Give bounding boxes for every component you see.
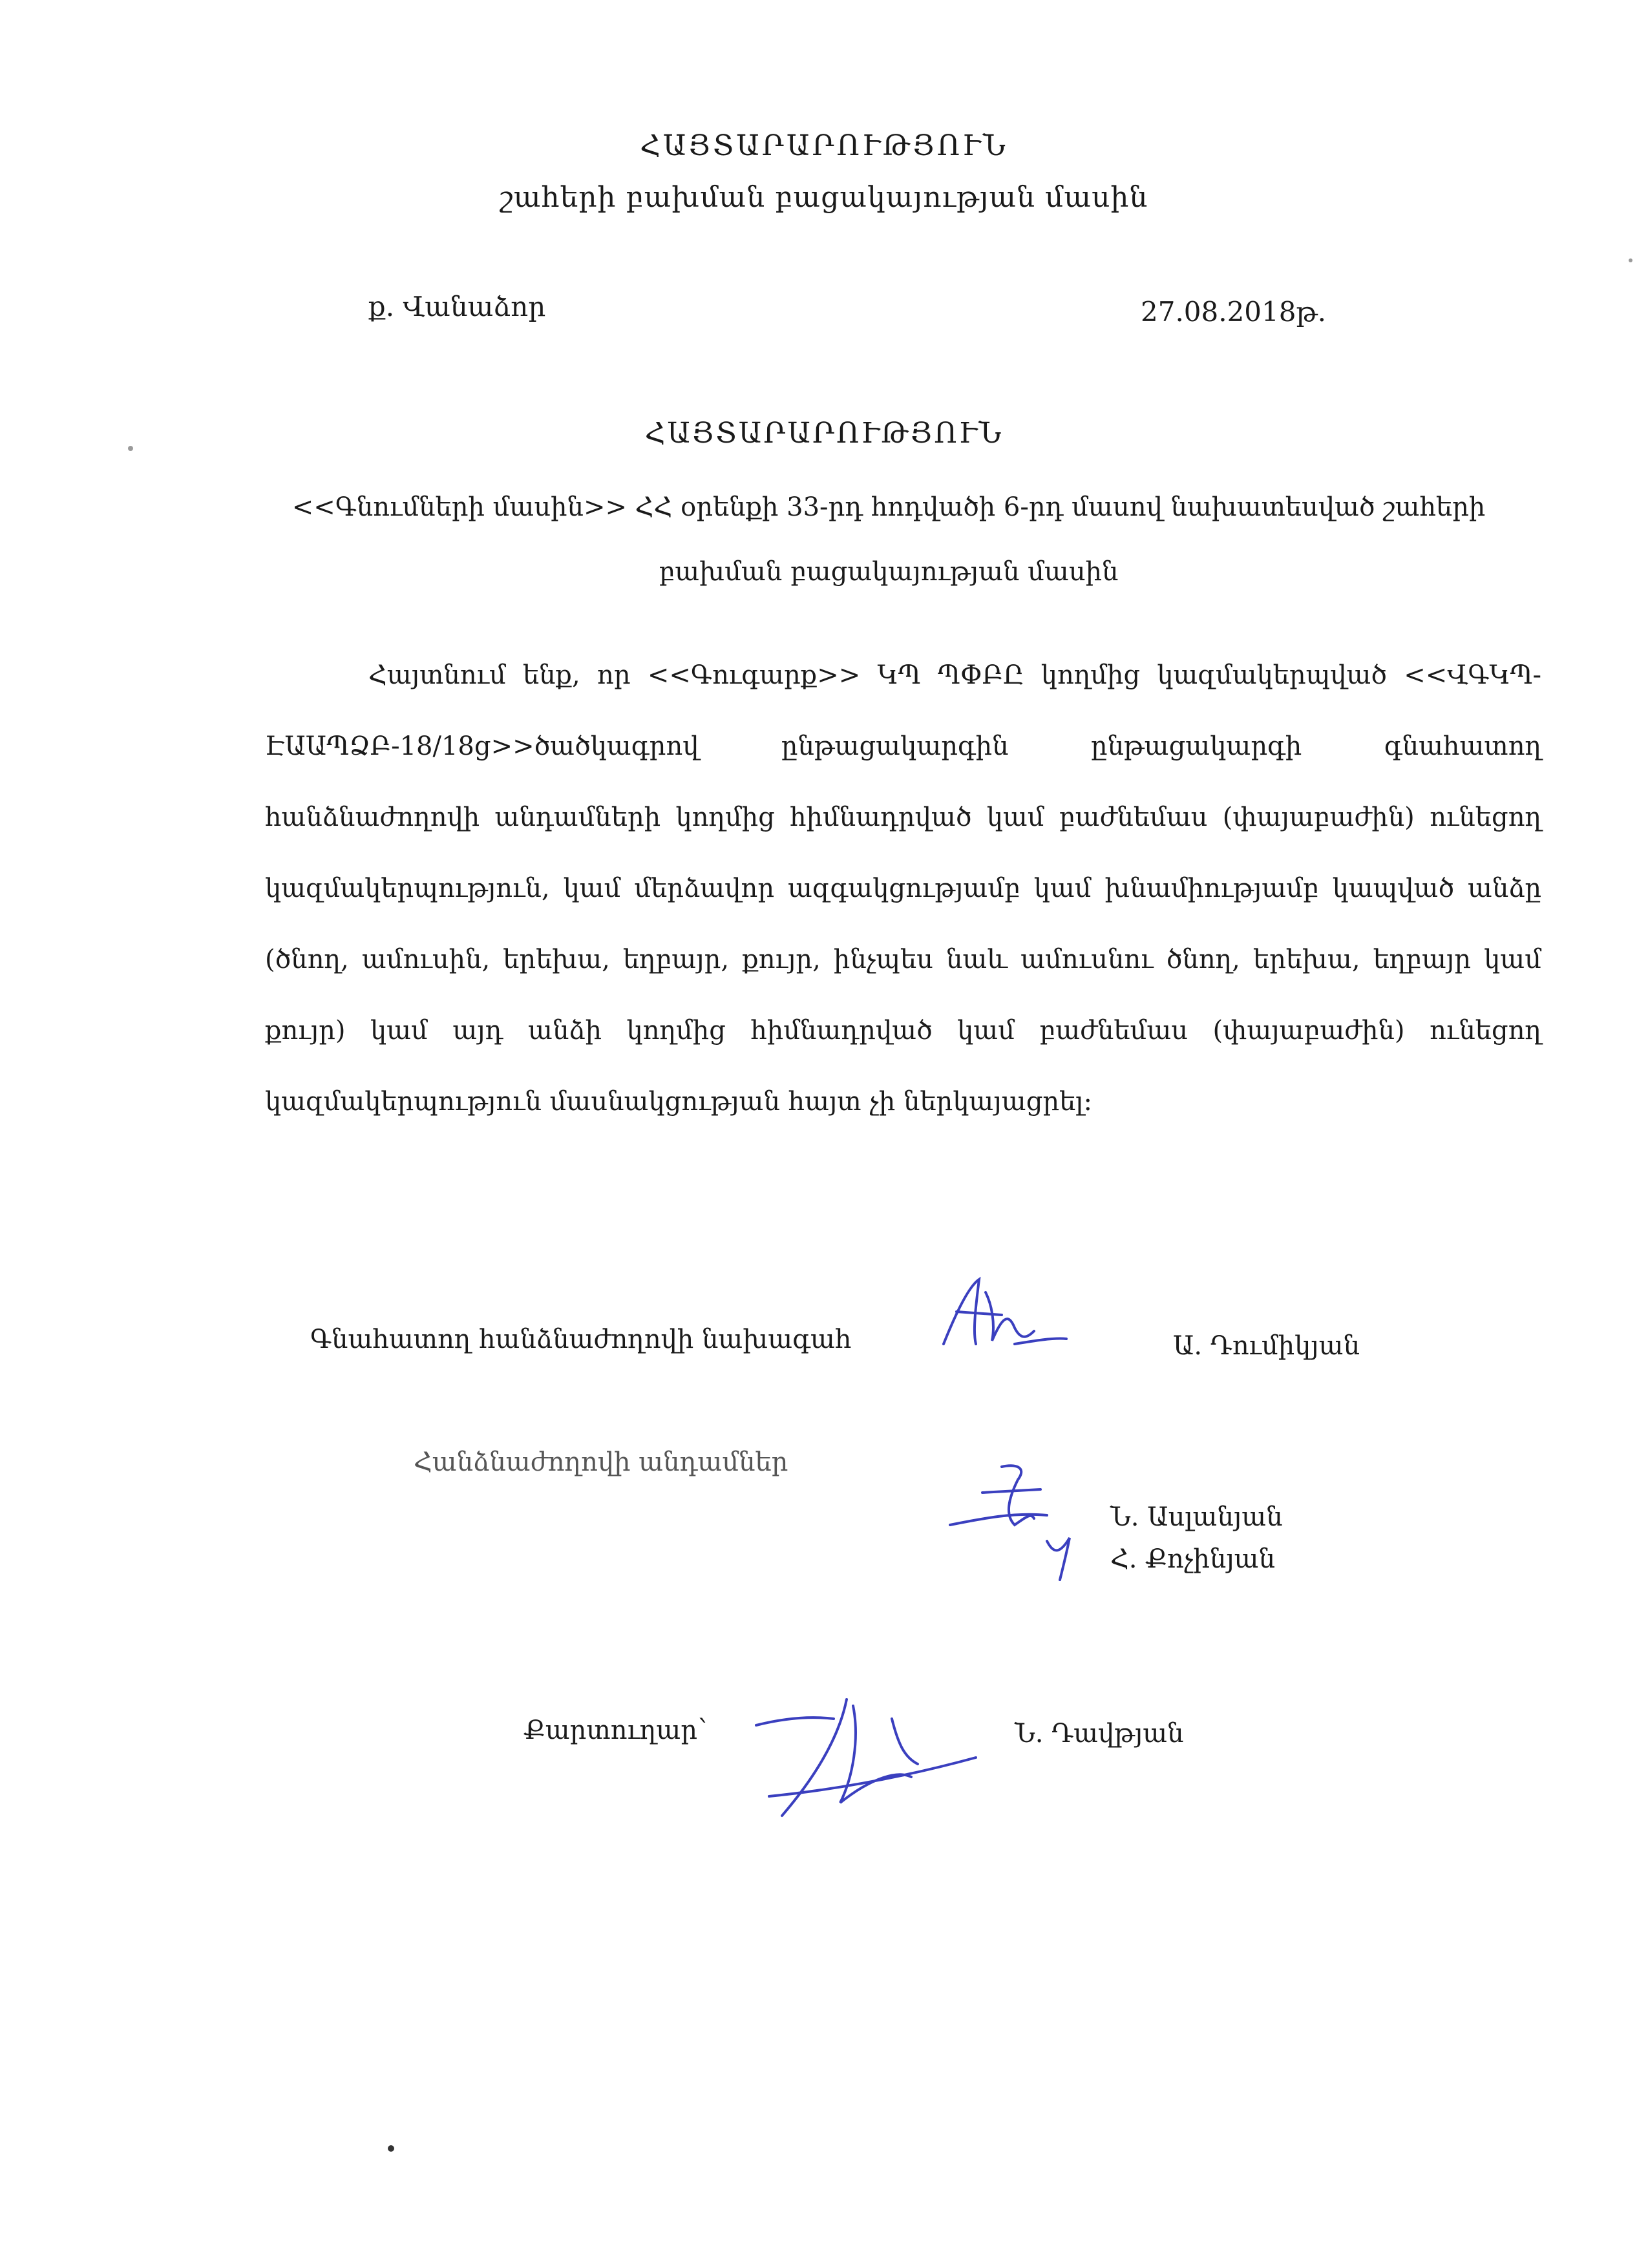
scan-speck [1629,258,1632,262]
document-place: ք. Վանաձոր [368,291,546,322]
member2-name: Հ. Քոչինյան [1110,1544,1276,1574]
scan-speck [128,446,133,451]
scan-speck [388,2145,394,2152]
chair-label: Գնահատող հանձնաժողովի նախագահ [310,1325,852,1354]
member1-name: Ն. Ասլանյան [1110,1502,1283,1532]
members-label: Հանձնաժողովի անդամներ [414,1447,788,1477]
secretary-label: Քարտուղար՝ [523,1716,707,1745]
statement-heading: ՀԱՅՏԱՐԱՐՈՒԹՅՈՒՆ [644,417,1004,450]
statement-subheading-line2: բախման բացակայության մասին [659,557,1119,587]
member2-signature [1041,1528,1086,1586]
statement-body: Հայտնում ենք, որ <<Գուգարք>> ԿՊ ՊՓԲԸ կողմից կազմակերպված <<ՎԳԿՊ-ԷԱԱՊՁԲ-18/18ց>>ծածկագրով ընթացակարգին ընթացակարգի գնահատող հանձնաժողովի անդամների կողմից հիմնադրված կամ բաժնեմաս (փայաբաժին) ունեցող կազմակերպություն, կամ մերձավոր ազգակցությամբ կամ խնամիությամբ կապված անձը (ծնող, ամուսին, երեխա, եղբայր, քույր, ինչպես նաև ամուսնու ծնող, երեխա, եղբայր կամ քույր) կամ այդ անձի կողմից հիմնադրված կամ բաժնեմաս (փայաբաժին) ունեցող կազմակերպություն մասնակցության հայտ չի ներկայացրել: [265,660,1541,1117]
secretary-name: Ն. Դավթյան [1015,1719,1184,1748]
document-date: 27.08.2018թ. [1141,296,1327,328]
chair-name: Ա. Դումիկյան [1173,1331,1360,1361]
statement-subheading-line1: <<Գնումների մասին>> ՀՀ օրենքի 33-րդ հոդվածի 6-րդ մասով նախատեսված շահերի [291,492,1486,522]
chair-signature [931,1266,1073,1363]
secretary-signature [743,1680,989,1829]
member1-signature [944,1454,1099,1538]
document-title: ՀԱՅՏԱՐԱՐՈՒԹՅՈՒՆ [640,129,1008,162]
document-title-subject: շահերի բախման բացակայության մասին [500,181,1148,214]
